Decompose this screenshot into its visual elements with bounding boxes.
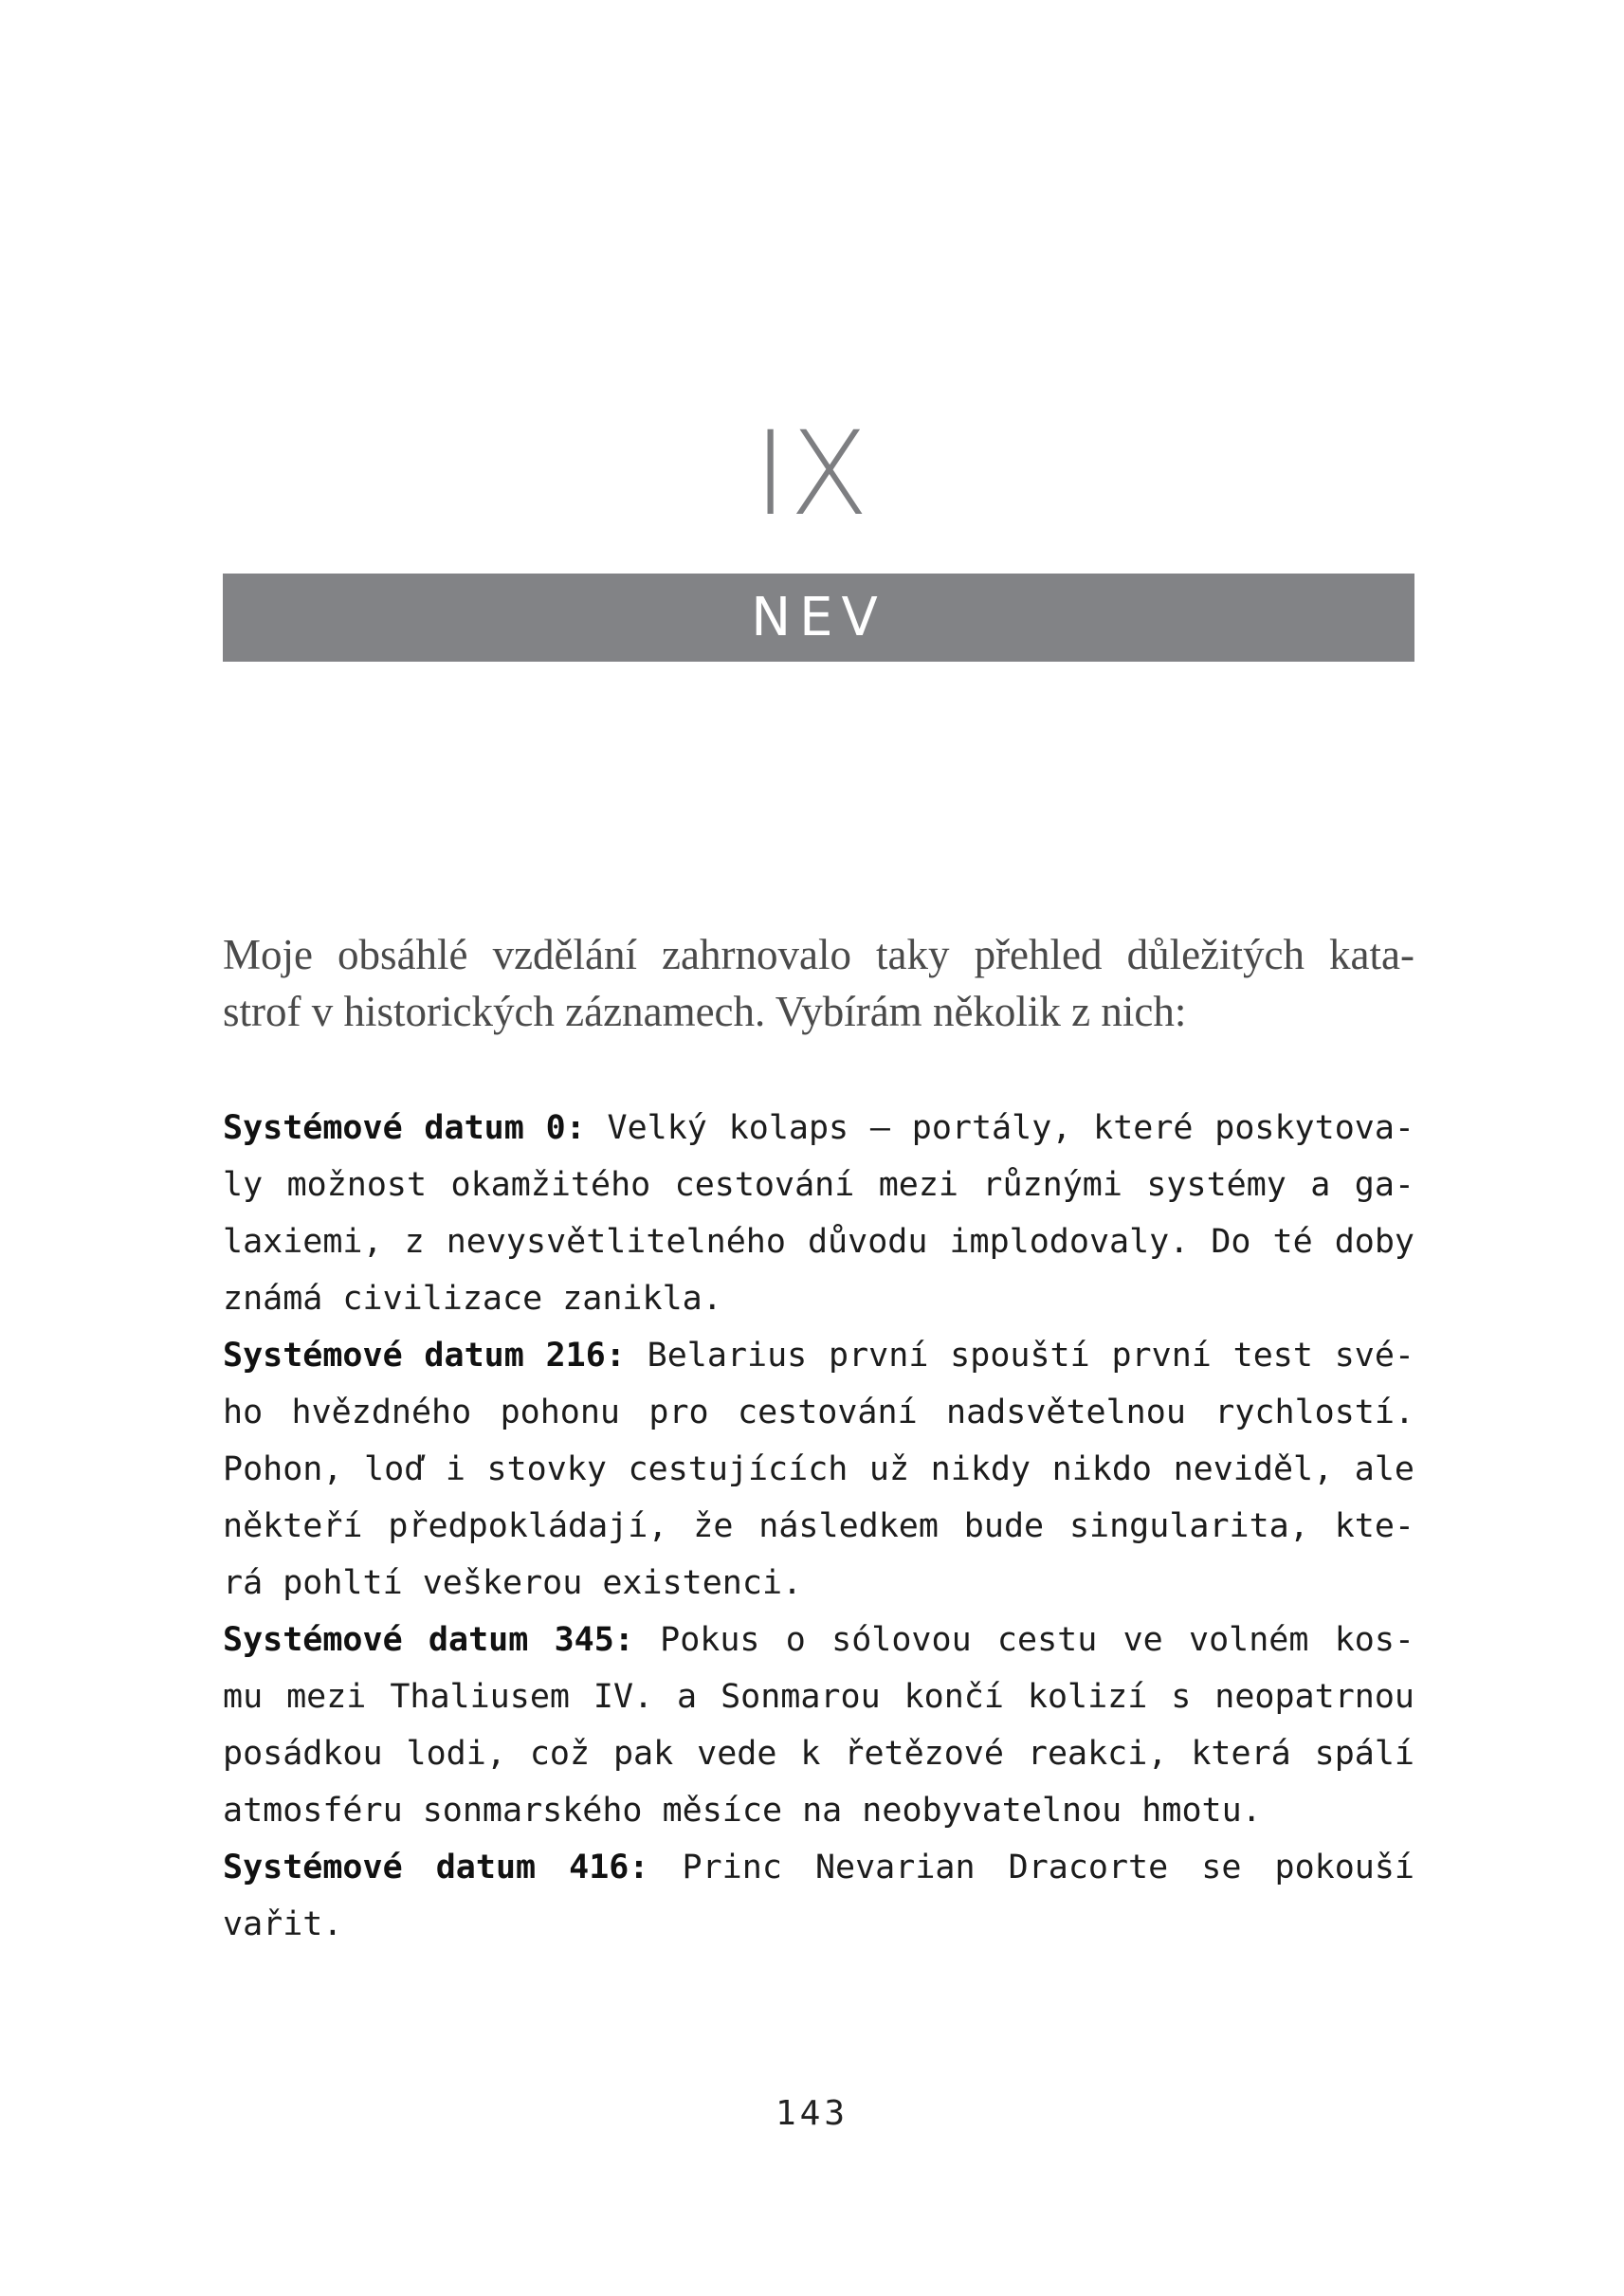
intro-line: strof v historických záznamech. Vybírám několik z nich:	[223, 988, 1187, 1035]
entry-line: ly možnost okamžitého cestování mezi různými systémy a ga-	[223, 1166, 1414, 1204]
entry-text: Princ Nevarian Dracorte se pokouší	[648, 1849, 1414, 1886]
entry-line: posádkou lodi, což pak vede k řetězové reakci, která spálí	[223, 1735, 1414, 1773]
entry-first-line	[223, 1612, 1414, 1668]
entry-line: ho hvězdného pohonu pro cestování nadsvětelnou rychlostí.	[223, 1394, 1414, 1431]
entry-text: Belarius první spouští první test své-	[625, 1337, 1414, 1375]
entry-label: Systémové datum 0:	[223, 1109, 586, 1147]
entry-line: někteří předpokládají, že následkem bude singularita, kte-	[223, 1507, 1414, 1545]
entry-text: Pokus o sólovou cestu ve volném kos-	[633, 1621, 1414, 1659]
entry-line: rá pohltí veškerou existenci.	[223, 1564, 803, 1602]
entry-line: vařit.	[223, 1905, 343, 1943]
entry-line: známá civilizace zanikla.	[223, 1280, 722, 1318]
entry-line: atmosféru sonmarského měsíce na neobyvatelnou hmotu.	[223, 1792, 1262, 1830]
entry-first-line	[223, 1100, 1414, 1157]
page-number: 143	[775, 2094, 849, 2133]
entry-line: Pohon, loď i stovky cestujících už nikdy nikdo neviděl, ale	[223, 1450, 1414, 1488]
catastrophe-list	[223, 1100, 1414, 1953]
entry-label: Systémové datum 216:	[223, 1337, 626, 1375]
intro-line: Moje obsáhlé vzdělání zahrnovalo taky přehled důležitých kata-	[223, 931, 1414, 978]
entry-label: Systémové datum 345:	[223, 1621, 634, 1659]
chapter-title: NEV	[751, 587, 886, 648]
chapter-number: IX	[753, 407, 871, 541]
entry-text: Velký kolaps – portály, které poskytova-	[585, 1109, 1414, 1147]
entry-line: laxiemi, z nevysvětlitelného důvodu implodovaly. Do té doby	[223, 1223, 1414, 1261]
entry-first-line	[223, 1839, 1414, 1896]
entry-label: Systémové datum 416:	[223, 1849, 649, 1886]
intro-paragraph	[223, 926, 1414, 1040]
entry-first-line	[223, 1327, 1414, 1384]
entry-line: mu mezi Thaliusem IV. a Sonmarou končí kolizí s neopatrnou	[223, 1678, 1414, 1716]
chapter-title-bar	[223, 574, 1414, 662]
